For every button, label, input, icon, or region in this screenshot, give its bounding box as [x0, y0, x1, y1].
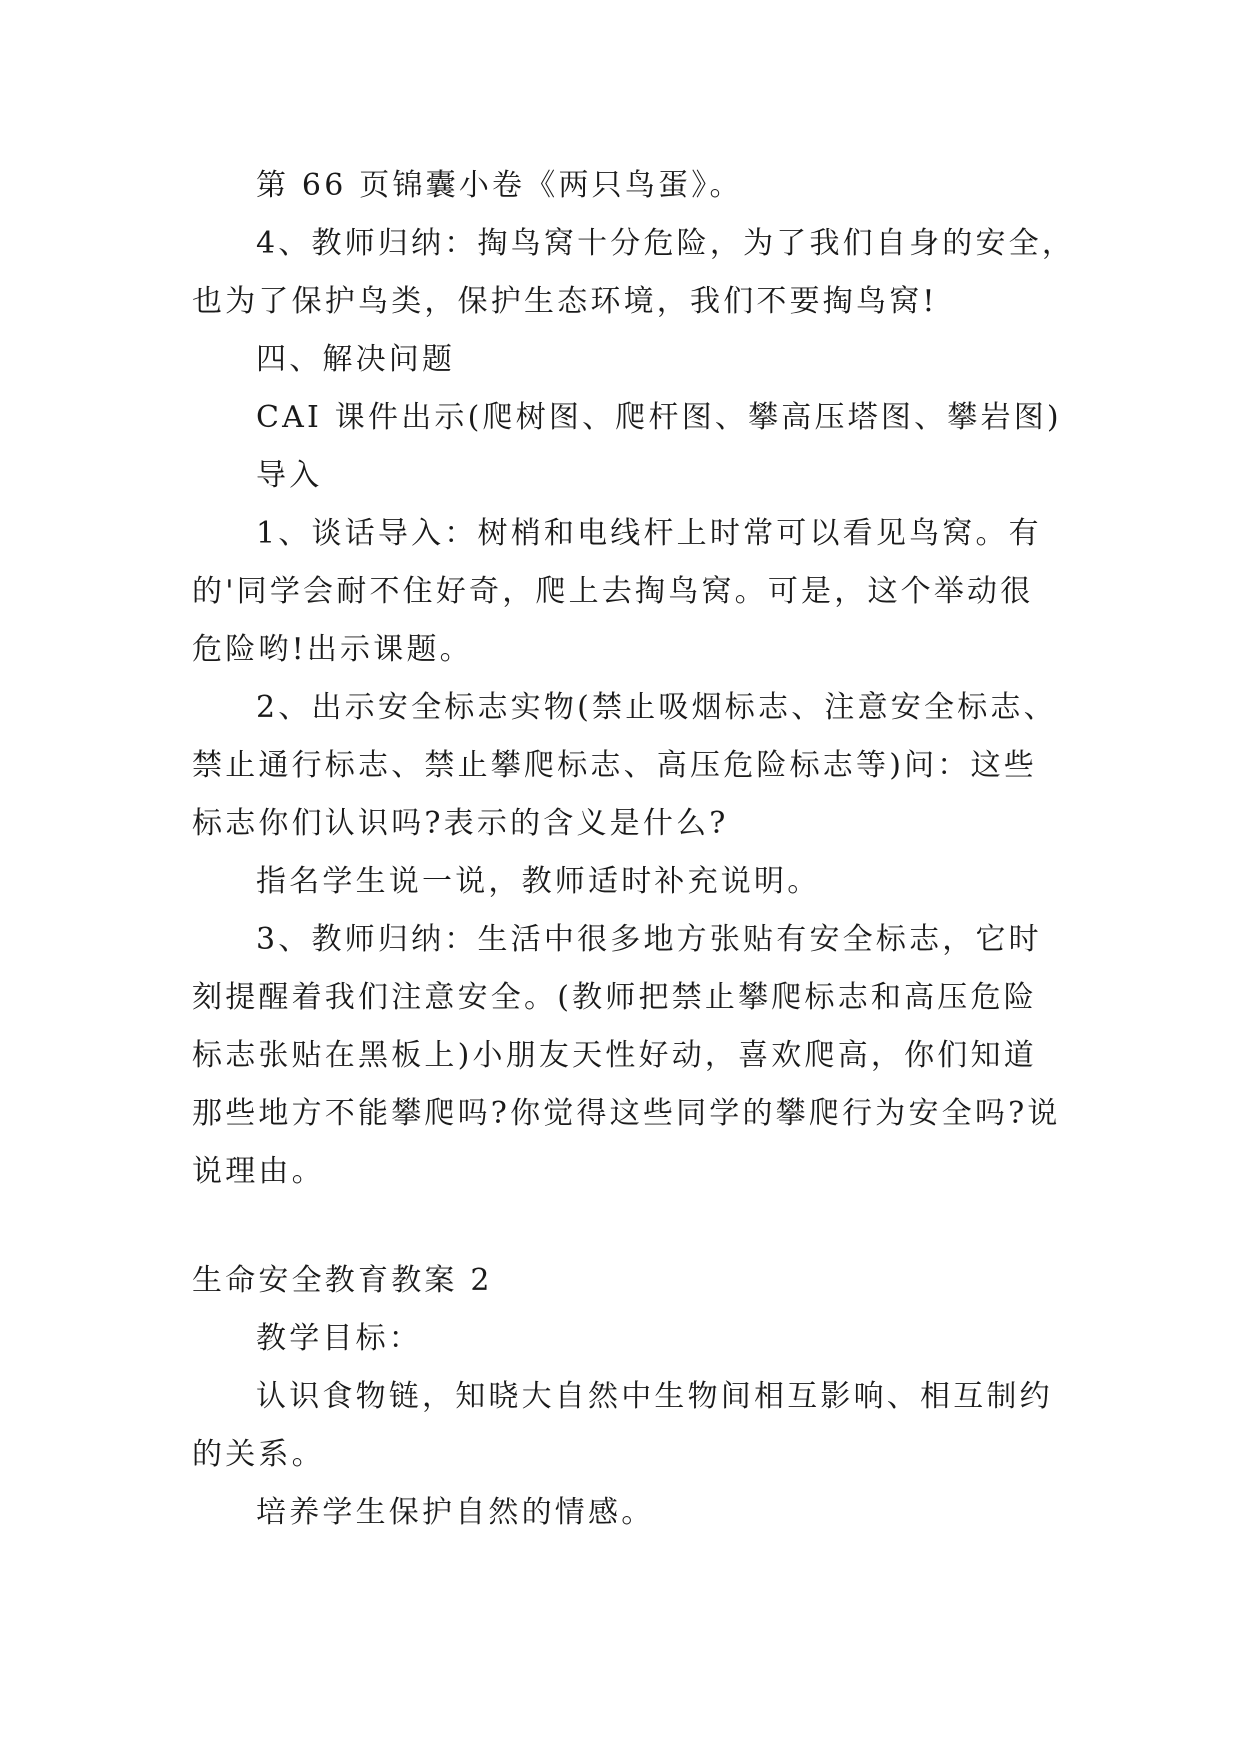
- text-line: 培养学生保护自然的情感。: [256, 1495, 655, 1530]
- text-line: 危险哟!出示课题。: [192, 632, 473, 667]
- document-title: 生命安全教育教案 2: [192, 1263, 493, 1298]
- section-heading: 四、解决问题: [256, 342, 456, 377]
- text-line: 教学目标：: [256, 1321, 422, 1356]
- text-line: 第 66 页锦囊小卷《两只鸟蛋》。: [256, 168, 743, 203]
- text-line: 的关系。: [192, 1437, 325, 1472]
- text-line: CAI 课件出示(爬树图、爬杆图、攀高压塔图、攀岩图): [256, 400, 1062, 435]
- text-line: 2、出示安全标志实物(禁止吸烟标志、注意安全标志、: [256, 690, 1057, 725]
- text-line: 4、教师归纳：掏鸟窝十分危险，为了我们自身的安全，: [256, 226, 1076, 261]
- text-line: 那些地方不能攀爬吗?你觉得这些同学的攀爬行为安全吗?说: [192, 1096, 1061, 1131]
- text-line: 标志张贴在黑板上)小朋友天性好动，喜欢爬高，你们知道: [192, 1038, 1037, 1073]
- text-line: 禁止通行标志、禁止攀爬标志、高压危险标志等)问：这些: [192, 748, 1037, 783]
- text-line: 说理由。: [192, 1154, 325, 1189]
- text-line: 也为了保护鸟类，保护生态环境，我们不要掏鸟窝!: [192, 284, 938, 319]
- text-line: 导入: [256, 458, 323, 493]
- text-line: 1、谈话导入：树梢和电线杆上时常可以看见鸟窝。有: [256, 516, 1042, 551]
- text-line: 认识食物链，知晓大自然中生物间相互影响、相互制约: [256, 1379, 1053, 1414]
- text-line: 刻提醒着我们注意安全。(教师把禁止攀爬标志和高压危险: [192, 980, 1037, 1015]
- text-line: 标志你们认识吗?表示的含义是什么?: [192, 806, 729, 841]
- text-line: 指名学生说一说，教师适时补充说明。: [256, 864, 821, 899]
- text-line: 3、教师归纳：生活中很多地方张贴有安全标志，它时: [256, 922, 1042, 957]
- text-line: 的'同学会耐不住好奇，爬上去掏鸟窝。可是，这个举动很: [192, 574, 1034, 609]
